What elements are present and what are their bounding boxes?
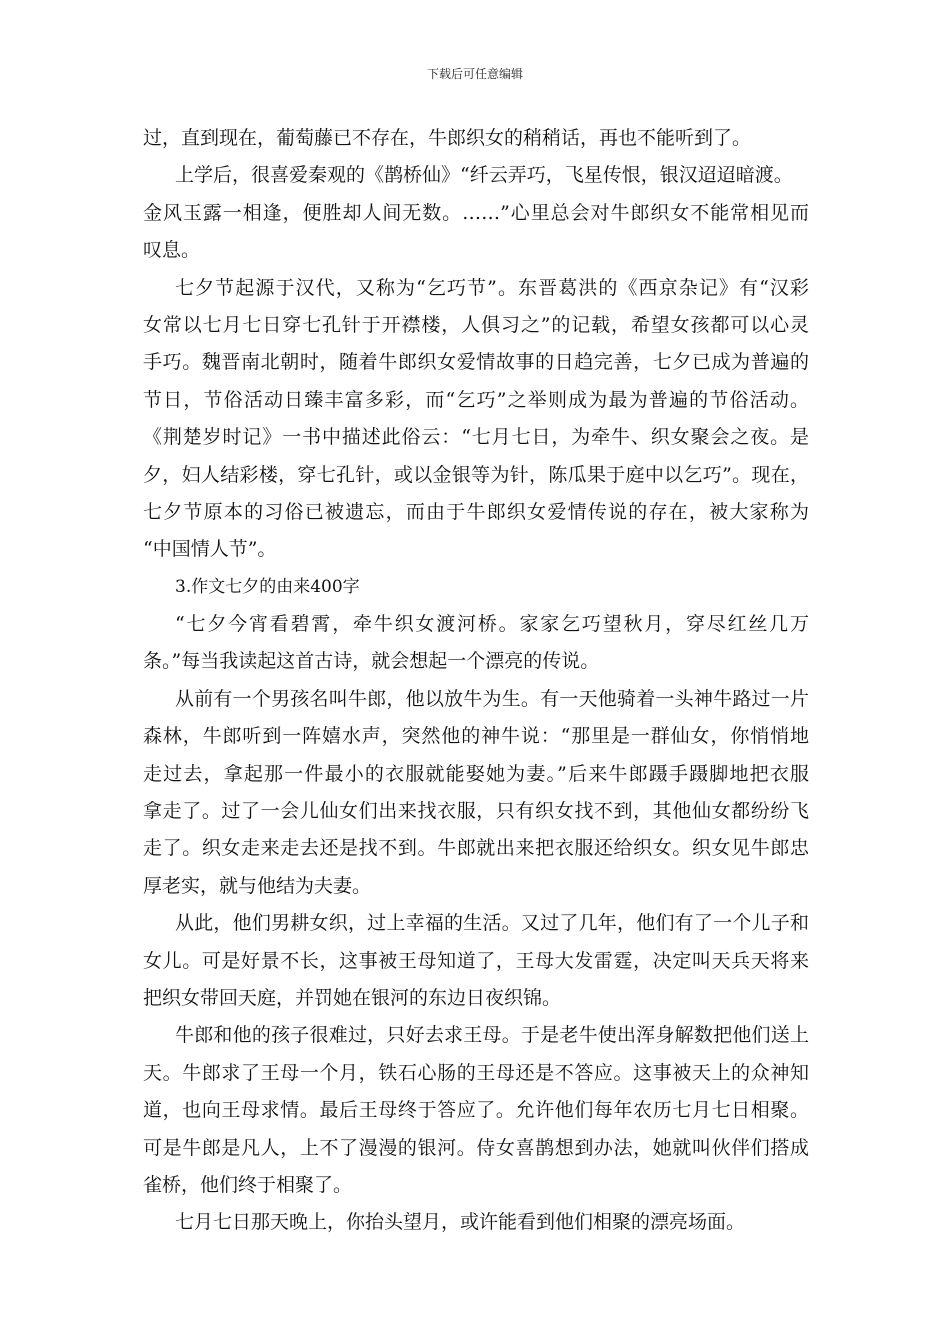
text-line: 叹息。 [143, 239, 201, 262]
text-line: 雀桥，他们终于相聚了。 [143, 1173, 353, 1196]
text-line: 从前有一个男孩名叫牛郎，他以放牛为生。有一天他骑着一头神牛路过一片 [175, 687, 809, 710]
text-line: 上学后，很喜爱秦观的《鹊桥仙》“纤云弄巧，飞星传恨，银汉迢迢暗渡。 [175, 164, 793, 187]
text-line: 厚老实，就与他结为夫妻。 [143, 874, 372, 897]
text-line: 女儿。可是好景不长，这事被王母知道了，王母大发雷霆，决定叫天兵天将来 [143, 949, 809, 972]
text-line: 夕，妇人结彩楼，穿七孔针，或以金银等为针，陈瓜果于庭中以乞巧”。现在， [143, 463, 809, 486]
page-header: 下载后可任意编辑 [426, 67, 523, 81]
text-line: 七月七日那天晚上，你抬头望月，或许能看到他们相聚的漂亮场面。 [175, 1211, 746, 1234]
section-heading: 3.作文七夕的由来400字 [175, 576, 360, 597]
text-line: 把织女带回天庭，并罚她在银河的东边日夜织锦。 [143, 986, 562, 1009]
text-line: 拿走了。过了一会儿仙女们出来找衣服，只有织女找不到，其他仙女都纷纷飞 [143, 800, 809, 823]
text-line: 条。”每当我读起这首古诗，就会想起一个漂亮的传说。 [143, 650, 600, 673]
text-line: 过，直到现在，葡萄藤已不存在，牛郎织女的稍稍话，再也不能听到了。 [143, 127, 752, 149]
text-line: 《荆楚岁时记》一书中描述此俗云：“七月七日，为牵牛、织女聚会之夜。是 [143, 426, 809, 449]
document-body [143, 120, 809, 1242]
text-line: “中国情人节”。 [143, 538, 277, 561]
text-line: 金风玉露一相逢，便胜却人间无数。……”心里总会对牛郎织女不能常相见而 [143, 201, 809, 224]
text-line: 道，也向王母求情。最后王母终于答应了。允许他们每年农历七月七日相聚。 [143, 1099, 809, 1122]
text-line: 从此，他们男耕女织，过上幸福的生活。又过了几年，他们有了一个儿子和 [175, 912, 809, 935]
text-line: 节日，节俗活动日臻丰富多彩，而“乞巧”之举则成为最为普遍的节俗活动。 [143, 388, 809, 411]
text-line: 牛郎和他的孩子很难过，只好去求王母。于是老牛使出浑身解数把他们送上 [175, 1024, 809, 1047]
text-line: 七夕节原本的习俗已被遗忘，而由于牛郎织女爱情传说的存在，被大家称为 [143, 500, 809, 523]
text-line: 走了。织女走来走去还是找不到。牛郎就出来把衣服还给织女。织女见牛郎忠 [143, 837, 809, 860]
text-line: 走过去，拿起那一件最小的衣服就能娶她为妻。”后来牛郎蹑手蹑脚地把衣服 [143, 762, 809, 785]
text-line: 可是牛郎是凡人，上不了漫漫的银河。侍女喜鹊想到办法，她就叫伙伴们搭成 [143, 1136, 809, 1159]
text-line: 天。牛郎求了王母一个月，铁石心肠的王母还是不答应。这事被天上的众神知 [143, 1061, 809, 1084]
text-line: 森林，牛郎听到一阵嬉水声，突然他的神牛说：“那里是一群仙女，你悄悄地 [143, 725, 809, 748]
text-line: 手巧。魏晋南北朝时，随着牛郎织女爱情故事的日趋完善，七夕已成为普遍的 [143, 351, 809, 374]
text-line: 女常以七月七日穿七孔针于开襟楼，人俱习之”的记载，希望女孩都可以心灵 [143, 313, 809, 336]
text-line: “七夕今宵看碧霄，牵牛织女渡河桥。家家乞巧望秋月，穿尽红丝几万 [175, 613, 809, 636]
text-line: 七夕节起源于汉代，又称为“乞巧节”。东晋葛洪的《西京杂记》有“汉彩 [175, 276, 809, 299]
